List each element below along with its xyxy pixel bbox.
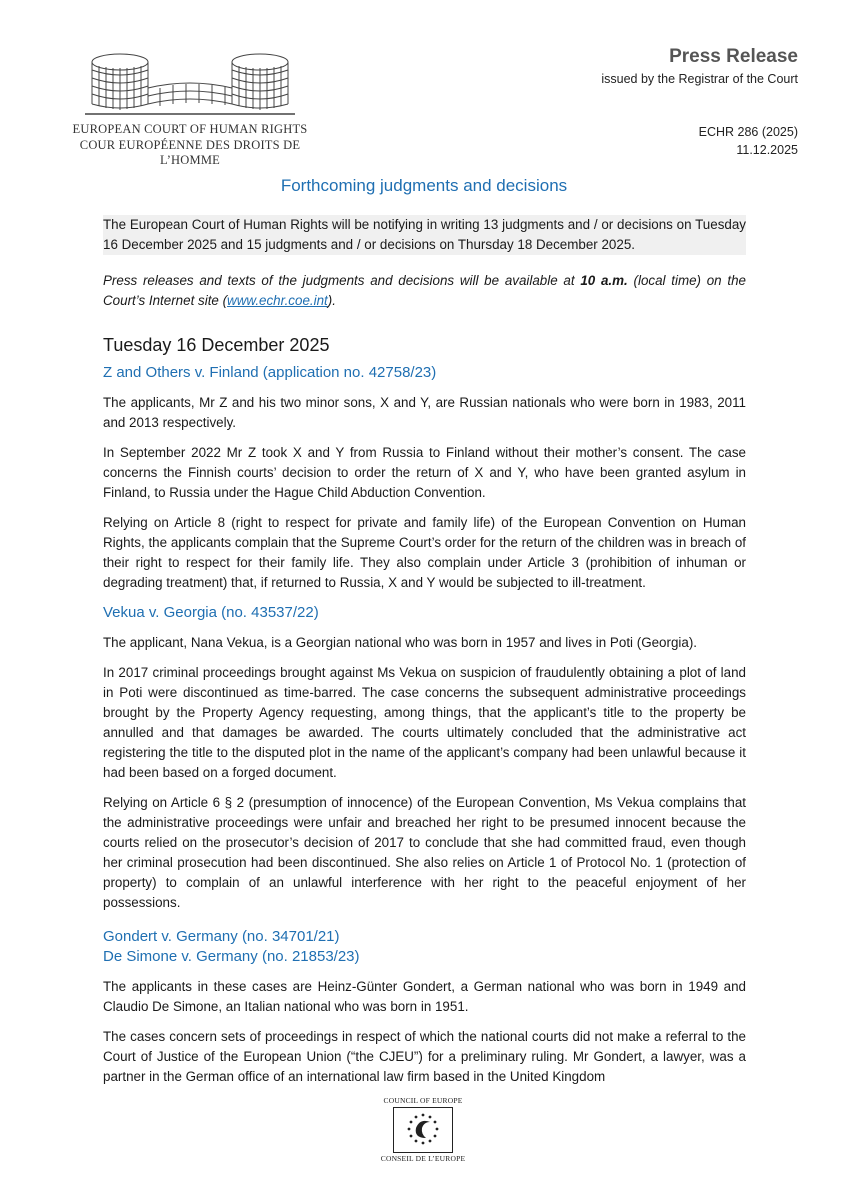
case-paragraph: In September 2022 Mr Z took X and Y from Russia to Finland without their mother’s consent. The case concerns the Finnish courts’ decision to order the return of X and Y, who have been granted asylum in Finland, to Russia under the Hague Child Abduction Convention. (103, 445, 746, 500)
day-heading: Tuesday 16 December 2025 (103, 335, 330, 355)
case-paragraph: The applicants, Mr Z and his two minor sons, X and Y, are Russian nationals who were born in 1983, 2011 and 2013 respectively. (103, 395, 746, 430)
coe-emblem-box (393, 1107, 453, 1153)
availability-text: Press releases and texts of the judgments and decisions will be available at (103, 273, 581, 288)
council-of-europe-logo (377, 1096, 469, 1168)
case-paragraph: In 2017 criminal proceedings brought against Ms Vekua on suspicion of fraudulently obtaining a plot of land in Poti were discontinued as time-barred. The case concerns the subsequent administrative proceedings brought by the Property Agency requesting, among things, that the applicant’s title to the property be annulled and that damages be awarded. The courts ultimately concluded that the administrative act registering the title to the disputed plot in the name of the applicant’s company had been unlawful because it had been based on a forged document. (103, 665, 746, 780)
echr-website-link[interactable]: www.echr.coe.int (227, 293, 328, 308)
document-title: Forthcoming judgments and decisions (280, 176, 568, 195)
court-name-fr: COUR EUROPÉENNE DES DROITS DE L’HOMME (79, 138, 301, 167)
availability-time: 10 a.m. (580, 273, 628, 288)
press-release-subtitle: issued by the Registrar of the Court (601, 72, 798, 86)
reference-number: ECHR 286 (2025) (698, 125, 798, 139)
availability-text: (local time) on the Court’s Internet site ( (103, 273, 746, 308)
reference-block (699, 123, 798, 159)
coe-emblem-icon (394, 1108, 452, 1152)
case-paragraph: The cases concern sets of proceedings in respect of which the national courts did not make a referral to the Court of Justice of the European Union (“the CJEU”) for a preliminary ruling. Mr Gondert, a lawyer, was a partner in the German office of an international law firm based in the United Kingdom (103, 1029, 746, 1084)
case-title-line: De Simone v. Germany (no. 21853/23) (103, 948, 360, 965)
court-name-en: EUROPEAN COURT OF HUMAN RIGHTS (72, 122, 308, 136)
case-paragraph: Relying on Article 6 § 2 (presumption of innocence) of the European Convention, Ms Vekua complains that the administrative proceedings were unfair and breached her right to be presumed innocent because the courts relied on the prosecutor’s decision of 2017 to conclude that she had committed fraud, even though her criminal prosecution had been discontinued. She also relies on Article 1 of Protocol No. 1 (protection of property) to complain of an unlawful interference with her right to the peaceful enjoyment of her possessions. (103, 795, 746, 910)
case-title: Z and Others v. Finland (application no. 42758/23) (103, 364, 437, 381)
coe-name-en: COUNCIL OF EUROPE (383, 1096, 463, 1105)
coe-name-fr: CONSEIL DE L’EUROPE (380, 1154, 466, 1163)
case-paragraph: The applicant, Nana Vekua, is a Georgian national who was born in 1957 and lives in Poti (Georgia). (103, 635, 698, 650)
court-building-icon (85, 48, 295, 118)
main-content (103, 215, 746, 1097)
case-title: Vekua v. Georgia (no. 43537/22) (103, 604, 319, 621)
release-date: 11.12.2025 (736, 143, 798, 157)
case-paragraph: The applicants in these cases are Heinz-Günter Gondert, a German national who was born in 1949 and Claudio De Simone, an Italian national who was born in 1951. (103, 979, 746, 1014)
availability-note (103, 271, 746, 311)
press-release-title: Press Release (669, 46, 798, 67)
intro-paragraph: The European Court of Human Rights will be notifying in writing 13 judgments and / or decisions on Tuesday 16 December 2025 and 15 judgments and / or decisions on Thursday 18 December 2025. (103, 215, 746, 255)
case-title (103, 927, 746, 967)
availability-text: ). (327, 293, 336, 308)
case-paragraph: Relying on Article 8 (right to respect for private and family life) of the European Convention on Human Rights, the applicants complain that the Supreme Court’s order for the return of the children was in breach of their right to respect for their family life. They also complain under Article 3 (prohibition of inhuman or degrading treatment) that, if returned to Russia, X and Y would be subjected to ill-treatment. (103, 515, 746, 590)
case-title-line: Gondert v. Germany (no. 34701/21) (103, 928, 340, 945)
